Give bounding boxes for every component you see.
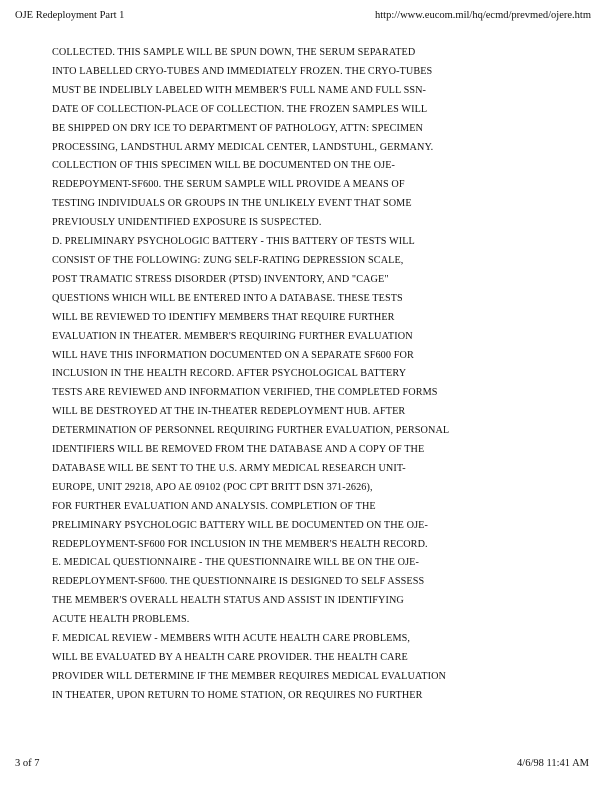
text-line: IDENTIFIERS WILL BE REMOVED FROM THE DATABASE AND A COPY OF THE (52, 444, 425, 456)
text-line: THE MEMBER'S OVERALL HEALTH STATUS AND ASSIST IN IDENTIFYING (52, 595, 404, 607)
text-line: E. MEDICAL QUESTIONNAIRE - THE QUESTIONNAIRE WILL BE ON THE OJE- (52, 557, 419, 569)
text-line: EVALUATION IN THEATER. MEMBER'S REQUIRING FURTHER EVALUATION (52, 330, 413, 342)
text-line: POST TRAMATIC STRESS DISORDER (PTSD) INVENTORY, AND "CAGE" (52, 273, 389, 285)
text-line: REDEPLOYMENT-SF600 FOR INCLUSION IN THE MEMBER'S HEALTH RECORD. (52, 538, 428, 550)
text-line: PREVIOUSLY UNIDENTIFIED EXPOSURE IS SUSPECTED. (52, 217, 322, 229)
page-url: http://www.eucom.mil/hq/ecmd/prevmed/ojere.htm (375, 10, 591, 21)
text-line: F. MEDICAL REVIEW - MEMBERS WITH ACUTE HEALTH CARE PROBLEMS, (52, 633, 411, 645)
text-line: BE SHIPPED ON DRY ICE TO DEPARTMENT OF PATHOLOGY, ATTN: SPECIMEN (52, 122, 423, 134)
text-line: PROCESSING, LANDSTHUL ARMY MEDICAL CENTER, LANDSTUHL, GERMANY. (52, 141, 434, 153)
text-line: WILL BE DESTROYED AT THE IN-THEATER REDEPLOYMENT HUB. AFTER (52, 406, 406, 418)
text-line: PRELIMINARY PSYCHOLOGIC BATTERY WILL BE DOCUMENTED ON THE OJE- (52, 519, 428, 531)
text-line: D. PRELIMINARY PSYCHOLOGIC BATTERY - THIS BATTERY OF TESTS WILL (52, 236, 415, 248)
text-line: WILL BE EVALUATED BY A HEALTH CARE PROVIDER. THE HEALTH CARE (52, 652, 408, 663)
text-line: WILL BE REVIEWED TO IDENTIFY MEMBERS THAT REQUIRE FURTHER (52, 311, 395, 323)
text-line: QUESTIONS WHICH WILL BE ENTERED INTO A DATABASE. THESE TESTS (52, 292, 403, 304)
text-line: PROVIDER WILL DETERMINE IF THE MEMBER REQUIRES MEDICAL EVALUATION (52, 670, 446, 682)
text-line: IN THEATER, UPON RETURN TO HOME STATION, OR REQUIRES NO FURTHER (52, 689, 423, 701)
text-line: REDEPLOYMENT-SF600. THE QUESTIONNAIRE IS DESIGNED TO SELF ASSESS (52, 576, 425, 588)
text-line: EUROPE, UNIT 29218, APO AE 09102 (POC CPT BRITT DSN 371-2626), (52, 481, 373, 493)
text-line: DATE OF COLLECTION-PLACE OF COLLECTION. THE FROZEN SAMPLES WILL (52, 103, 428, 115)
print-timestamp: 4/6/98 11:41 AM (517, 758, 589, 769)
page-title: OJE Redeployment Part 1 (15, 10, 125, 21)
text-line: DETERMINATION OF PERSONNEL REQUIRING FURTHER EVALUATION, PERSONAL (52, 425, 450, 437)
text-line: INTO LABELLED CRYO-TUBES AND IMMEDIATELY FROZEN. THE CRYO-TUBES (52, 65, 433, 77)
text-line: COLLECTION OF THIS SPECIMEN WILL BE DOCUMENTED ON THE OJE- (52, 160, 396, 172)
text-line: DATABASE WILL BE SENT TO THE U.S. ARMY MEDICAL RESEARCH UNIT- (52, 462, 406, 474)
text-line: FOR FURTHER EVALUATION AND ANALYSIS. COMPLETION OF THE (52, 500, 376, 512)
text-line: CONSIST OF THE FOLLOWING: ZUNG SELF-RATING DEPRESSION SCALE, (52, 254, 404, 266)
text-line: MUST BE INDELIBLY LABELED WITH MEMBER'S FULL NAME AND FULL SSN- (52, 84, 427, 96)
text-line: INCLUSION IN THE HEALTH RECORD. AFTER PSYCHOLOGICAL BATTERY (52, 368, 407, 380)
document-body (52, 44, 597, 706)
page-number: 3 of 7 (15, 758, 40, 769)
text-line: TESTS ARE REVIEWED AND INFORMATION VERIFIED, THE COMPLETED FORMS (52, 387, 438, 399)
text-line: ACUTE HEALTH PROBLEMS. (52, 614, 190, 626)
text-line: REDEPOYMENT-SF600. THE SERUM SAMPLE WILL PROVIDE A MEANS OF (52, 179, 405, 191)
text-line: COLLECTED. THIS SAMPLE WILL BE SPUN DOWN, THE SERUM SEPARATED (52, 47, 416, 58)
text-line: WILL HAVE THIS INFORMATION DOCUMENTED ON A SEPARATE SF600 FOR (52, 349, 414, 361)
text-line: TESTING INDIVIDUALS OR GROUPS IN THE UNLIKELY EVENT THAT SOME (52, 198, 412, 210)
